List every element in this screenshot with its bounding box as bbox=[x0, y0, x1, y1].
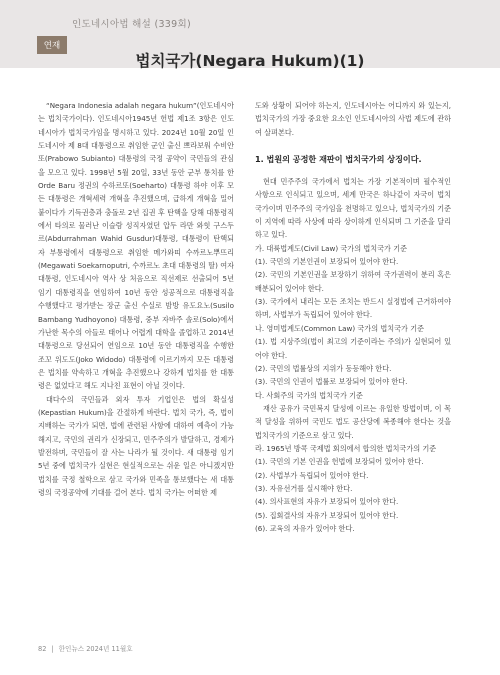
footer-separator: | bbox=[51, 645, 54, 653]
page-number: 82 bbox=[38, 645, 47, 653]
series-tag: 연재 bbox=[37, 36, 67, 54]
page-footer bbox=[38, 643, 133, 653]
list-item: (3). 국민의 인권이 법률로 보장되어 있어야 한다. bbox=[255, 377, 408, 387]
list-item: (5). 집회결사의 자유가 보장되어 있어야 한다. bbox=[255, 510, 399, 520]
list-item: (4). 의사표현의 자유가 보장되어 있어야 한다. bbox=[255, 497, 399, 507]
section-heading: 1. 법원의 공정한 재판이 법치국가의 상징이다. bbox=[255, 154, 422, 165]
list-item: (1). 국민의 기본 인권을 헌법에 보장되어 있어야 한다. bbox=[255, 457, 424, 467]
list-item: 나. 영미법계도(Common Law) 국가의 법치국가 기준 bbox=[255, 323, 425, 333]
list-item: (3). 자유선거를 실시해야 한다. bbox=[255, 483, 353, 493]
list-item: (2). 국민의 기본인권을 보장하기 위하여 국가권력이 분리 혹은 배분되어 있어야 한다. bbox=[255, 270, 451, 293]
list-item: (3). 국가에서 내리는 모든 조치는 반드시 실정법에 근거하여야 하며, 사법부가 독립되어 있어야 한다. bbox=[255, 297, 451, 320]
list-item: 다. 사회주의 국가의 법치국가 기준 bbox=[255, 390, 363, 400]
list-item: (2). 사법부가 독립되어 있어야 한다. bbox=[255, 470, 369, 480]
article-title: 법치국가(Negara Hukum)(1) bbox=[135, 52, 365, 70]
left-column bbox=[38, 99, 234, 499]
body-paragraph: “Negara Indonesia adalah negara hukum”(인도네시아는 법치국가이다). 인도네시아1945년 헌법 제1조 3항은 인도네시아가 법치국가임을 명시하고 있다. 2024년 10월 20일 인도네시아 제 8대 대통령으로 취임한 군인 출신 쁘라보워 수비안또(Prabowo Subianto) 대통령의 국정 공약이 국민들의 관심을 모으고 있다. 1998년 5월 20일, 33년 동안 군부 통치를 한 Orde Baru 정권의 수하르또(Soeharto) 대통령 하야 이후 모든 대통령은 개혁세력 개혁을 추진했으며, 급하게 개혁을 밀어붙이다가 기득권층과 충돌로 2년 집권 후 탄핵을 당해 대통령직에서 타의로 물러난 이슬람 성직자였던 압두 라만 와힛 구스두르(Abdurrahman Wahid Gusdur)대통령, 대통령이 탄핵되자 부통령에서 대통령으로 취임한 메가와띠 수까르노뿌뜨리(Megawati Soekarnoputri, 수까르노 초대 대통령의 딸) 여자 대통령, 인도네시아 역사 상 처음으로 직선제로 선출되어 5년 임기 대통령직을 연임하여 10년 동안 성공적으로 대통령직을 수행했다고 평가받는 장군 출신 수실로 밤방 유도요노(Susilo Bambang Yudhoyono) 대통령, 중부 자바주 솔로(Solo)에서 가난한 목수의 아들로 태어나 어렵게 대학을 졸업하고 2014년 대통령으로 당선되어 연임으로 10년 동안 대통령직을 수행한 조꼬 위도도(Joko Widodo) 대통령에 이르기까지 모든 대통령은 법치를 약속하고 개혁을 추진했으나 강하게 법치를 한 대통령은 없었다고 해도 지나친 표현이 아닐 것이다. bbox=[38, 101, 234, 391]
right-column bbox=[255, 99, 451, 535]
body-paragraph: 대다수의 국민들과 외자 투자 기업인은 법의 확실성(Kepastian Hukum)을 간절하게 바란다. 법치 국가, 즉, 법이 지배하는 국가가 되면, 법에 관련된 사항에 대하여 예측이 가능해지고, 국민의 권리가 신장되고, 민주주의가 발달하고, 경제가 발전하며, 국민들이 잘 사는 나라가 될 것이다. 새 대통령 임기 5년 중에 법치국가 실현은 현실적으로는 쉬운 일은 아니겠지만 법치를 국정 철학으로 삼고 국가와 민족을 통보했다는 새 대통령의 국정공약에 기대를 걸어 본다. 법치 국가는 어떠한 제 bbox=[38, 394, 234, 497]
list-item: (2). 국민의 법률상의 지위가 동등해야 한다. bbox=[255, 363, 392, 373]
list-item: (1). 법 지상주의(법이 최고의 기준이라는 주의)가 실현되어 있어야 한다. bbox=[255, 337, 451, 360]
body-paragraph: 도와 상황이 되어야 하는지, 인도네시아는 어디까지 와 있는지, 법치국가의 가장 중요한 요소인 인도네시아의 사법 제도에 관하여 살펴본다. bbox=[255, 101, 451, 137]
list-item: 라. 1965년 방콕 국제법 회의에서 합의한 법치국가의 기준 bbox=[255, 443, 437, 453]
list-item: (6). 교육의 자유가 있어야 한다. bbox=[255, 523, 355, 533]
series-title: 인도네시아법 해설 (339회) bbox=[72, 19, 191, 30]
list-item: (1). 국민의 기본인권이 보장되어 있어야 한다. bbox=[255, 257, 399, 267]
body-paragraph: 현대 민주주의 국가에서 법치는 가장 기본적이며 필수적인 사항으로 인식되고 있으며, 세계 만국은 하나같이 자국이 법치국가이며 민주주의 국가임을 천명하고 있으나, 법치국가의 기준이 지역에 따라 사상에 따라 상이하게 인식되며 그 기준을 달리하고 있다. bbox=[255, 177, 451, 240]
publication-name: 한인뉴스 2024년 11월호 bbox=[58, 645, 133, 653]
list-item: 재산 공유가 국민복지 달성에 이르는 유일한 방법이며, 이 목적 달성을 위하여 국민도 법도 공산당에 복종해야 한다는 것을 법치국가의 기준으로 삼고 있다. bbox=[255, 403, 451, 440]
list-item: 가. 대륙법계도(Civil Law) 국가의 법치국가 기준 bbox=[255, 243, 408, 253]
